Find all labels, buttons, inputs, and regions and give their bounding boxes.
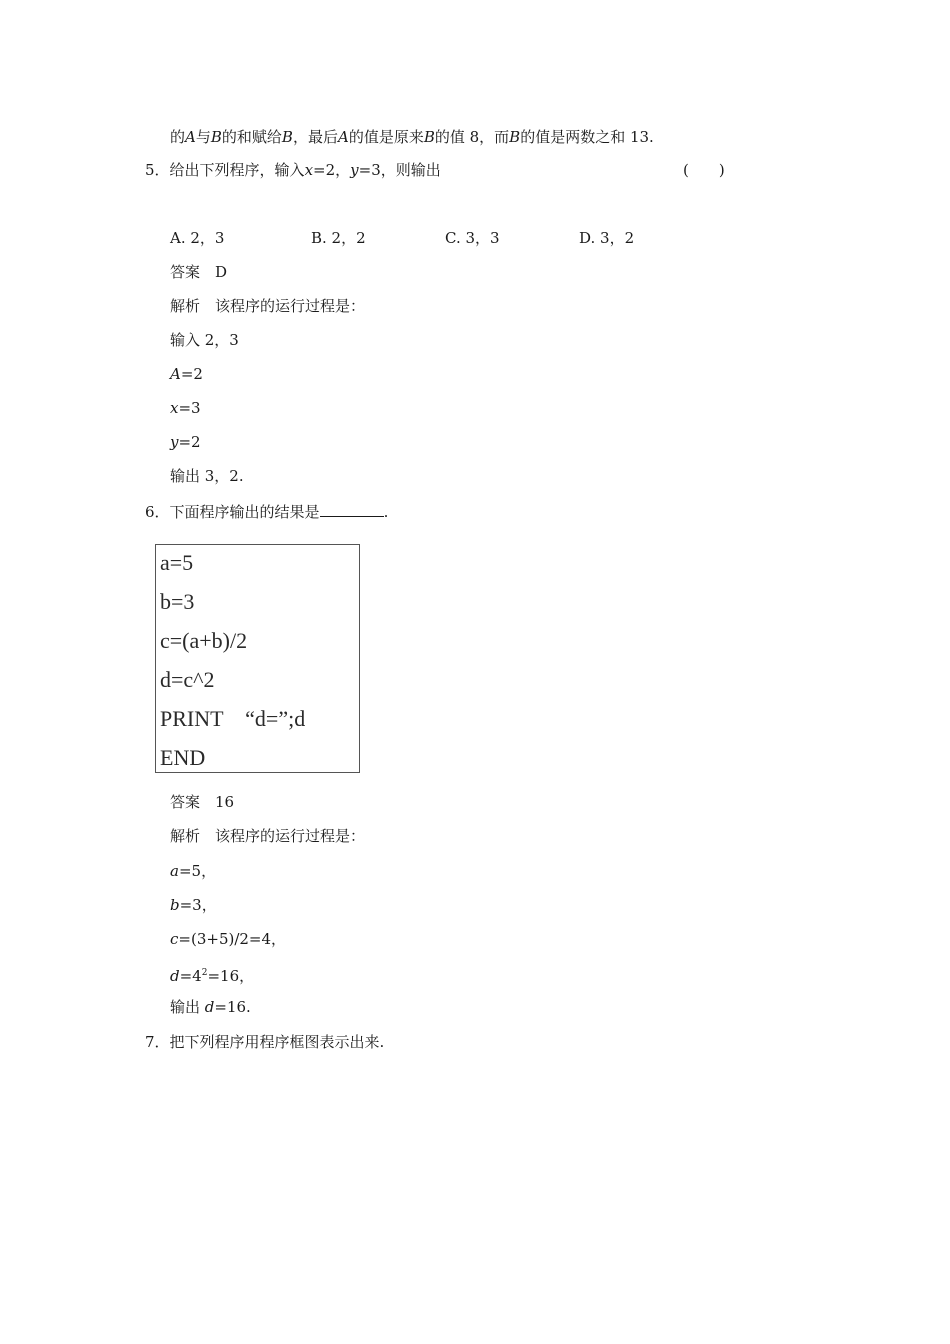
text: =5，: [178, 862, 217, 880]
var: x: [304, 161, 314, 179]
code-box: [155, 544, 360, 773]
text: =(3+5)/2=4，: [178, 930, 287, 948]
q6-step: [170, 861, 216, 881]
text: =3，则输出: [358, 161, 441, 179]
var: b: [170, 896, 180, 914]
code-line: b=3: [160, 589, 195, 614]
code-line: END: [160, 745, 206, 770]
text: =16，: [207, 967, 255, 985]
intro-line: [170, 127, 654, 147]
q5-step: [170, 330, 239, 350]
question-number: 6．: [145, 503, 170, 521]
q6-step: [170, 963, 254, 986]
q6-step: [170, 929, 286, 949]
var: a: [170, 862, 179, 880]
q7-stem: [145, 1032, 384, 1052]
text: =3: [178, 399, 201, 417]
code-line: a=5: [160, 550, 194, 575]
q5-option-b: B. 2，2: [311, 229, 366, 247]
var: B: [423, 128, 435, 146]
answer-blank: [320, 502, 384, 517]
text: 的和赋给: [221, 128, 282, 146]
text: 输出: [170, 998, 205, 1016]
var: d: [204, 998, 215, 1016]
q5-option-d: D. 3，2: [579, 229, 635, 247]
var: B: [509, 128, 521, 146]
superscript: 2: [201, 968, 208, 978]
q5-answer-paren: ( ): [683, 161, 725, 179]
text: 输出 3，2.: [170, 467, 244, 485]
text: 的值是两数之和 13.: [520, 128, 654, 146]
var: A: [337, 128, 349, 146]
q5-stem: [145, 160, 441, 180]
code-line: c=(a+b)/2: [160, 628, 248, 653]
var: A: [170, 365, 181, 383]
q5-option-c: C. 3，3: [445, 229, 500, 247]
var: x: [170, 399, 179, 417]
var: A: [185, 128, 196, 146]
text: ，最后: [292, 128, 338, 146]
var: c: [170, 930, 179, 948]
q6-analysis: 解析 该程序的运行过程是：: [170, 827, 366, 845]
text: =4: [179, 967, 202, 985]
q5-option-a: A. 2，3: [170, 229, 225, 247]
question-number: 5．: [145, 161, 170, 179]
text: 的值 8，而: [434, 128, 510, 146]
q6-step: [170, 997, 251, 1017]
text: 给出下列程序，输入: [169, 161, 305, 179]
var: d: [170, 967, 180, 985]
text: =2: [178, 433, 201, 451]
q5-step: [170, 432, 201, 452]
q6-answer: 答案 16: [170, 793, 235, 811]
text: 的值是原来: [348, 128, 424, 146]
text: =16.: [214, 998, 251, 1016]
var: y: [170, 433, 179, 451]
var: y: [350, 161, 359, 179]
q5-step: [170, 398, 201, 418]
text: 的: [170, 128, 186, 146]
q5-step: [170, 364, 203, 384]
code-line: d=c^2: [160, 667, 215, 692]
text: 输入 2，3: [170, 331, 239, 349]
q5-answer: 答案 D: [170, 263, 228, 281]
q5-analysis: 解析 该程序的运行过程是：: [170, 297, 366, 315]
text: =3，: [179, 896, 217, 914]
var: B: [210, 128, 222, 146]
q5-step: [170, 466, 244, 486]
text: =2，: [313, 161, 351, 179]
text: .: [383, 503, 389, 521]
q6-step: [170, 895, 217, 915]
text: =2: [180, 365, 203, 383]
text: 与: [195, 128, 211, 146]
q6-stem: [145, 502, 388, 522]
var: B: [281, 128, 293, 146]
code-line: PRINT “d=”;d: [160, 706, 306, 731]
text: 把下列程序用程序框图表示出来.: [169, 1033, 385, 1051]
question-number: 7．: [145, 1033, 170, 1051]
text: 下面程序输出的结果是: [169, 503, 320, 521]
